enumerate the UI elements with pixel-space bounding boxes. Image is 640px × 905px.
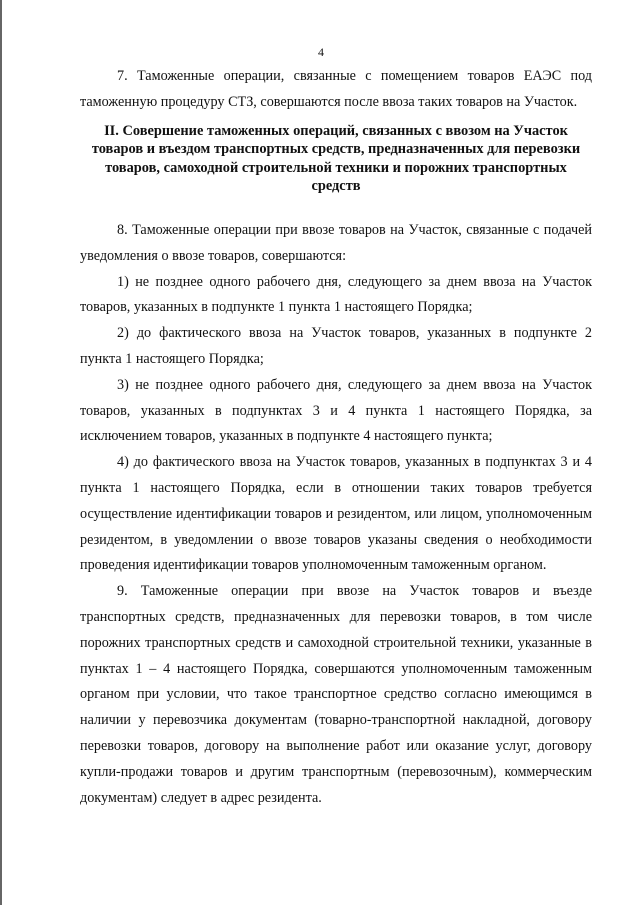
paragraph-9: 9. Таможенные операции при ввозе на Участок товаров и въезде транспортных средств, предназначенных для перевозки товаров, в том числе порожних транспортных средств и самоходной строительной техники, указанные в пунктах 1 – 4 настоящего Порядка, совершаются уполномоченным таможенным органом при условии, что такое транспортное средство согласно имеющимся в наличии у перевозчика документам (товарно-транспортной накладной, договору перевозки товаров, договору на выполнение работ или оказание услуг, договору купли-продажи товаров и другим транспортным (перевозочным), коммерческим документам) следует в адрес резидента.: [80, 583, 592, 806]
section-heading: II. Совершение таможенных операций, связанных с ввозом на Участок товаров и въездом транспортных средств, предназначенных для перевозки товаров, самоходной строительной техники и порожних транспортных средств: [91, 122, 581, 195]
page-number: 4: [318, 45, 324, 59]
subitem-8-4: 4) до фактического ввоза на Участок товаров, указанных в подпунктах 3 и 4 пункта 1 настоящего Порядка, если в отношении таких товаров требуется осуществление идентификации товаров и резидентом, или лицом, уполномоченным резидентом, в уведомлении о ввозе товаров указаны сведения о необходимости проведения идентификации товаров уполномоченным таможенным органом.: [80, 454, 592, 574]
paragraph-8: 8. Таможенные операции при ввозе товаров на Участок, связанные с подачей уведомления о ввозе товаров, совершаются:: [80, 221, 592, 264]
body-text-block: [80, 64, 592, 811]
subitem-8-1: 1) не позднее одного рабочего дня, следующего за днем ввоза на Участок товаров, указанных в подпункте 1 пункта 1 настоящего Порядка;: [80, 273, 592, 316]
paragraph-7: 7. Таможенные операции, связанные с помещением товаров ЕАЭС под таможенную процедуру СТЗ, совершаются после ввоза таких товаров на Участок.: [80, 68, 592, 110]
subitem-8-3: 3) не позднее одного рабочего дня, следующего за днем ввоза на Участок товаров, указанных в подпунктах 3 и 4 пункта 1 настоящего Порядка, за исключением товаров, указанных в подпункте 4 настоящего пункта;: [80, 376, 592, 445]
subitem-8-2: 2) до фактического ввоза на Участок товаров, указанных в подпункте 2 пункта 1 настоящего Порядка;: [80, 325, 592, 367]
